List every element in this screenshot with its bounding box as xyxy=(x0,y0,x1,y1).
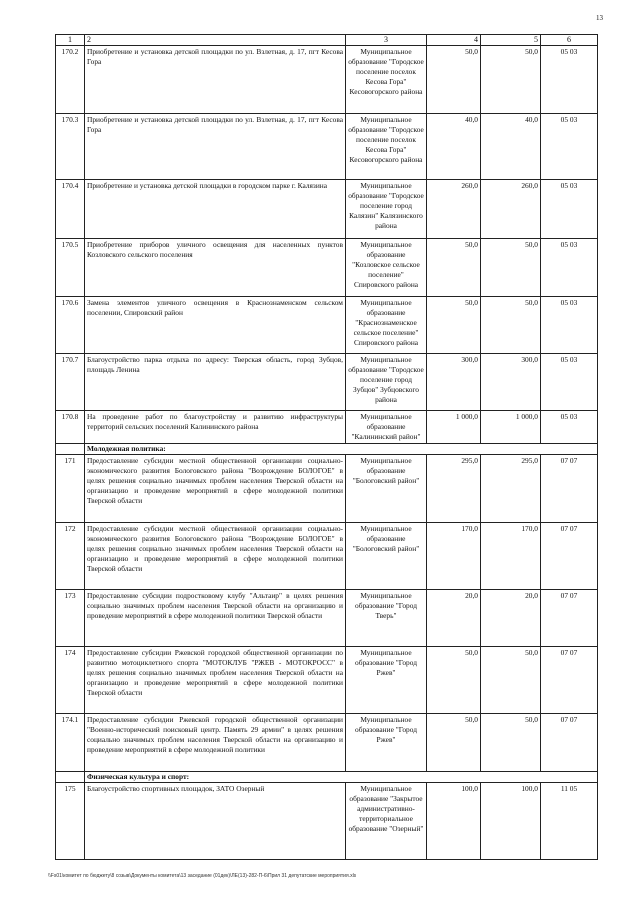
row-description: Предоставление субсидии местной общественной организации социально-экономического развития Бологовского района "Возрождение БОЛОГОЕ" в целях решения социально значимых проблем населения Тверской области на организацию и проведение мероприятий в сфере молодежной политики Тверской области xyxy=(85,523,346,590)
row-number: 170.3 xyxy=(56,114,85,180)
row-description: Приобретение и установка детской площадки в городском парке г. Калязина xyxy=(85,180,346,239)
appropriations-table xyxy=(55,34,598,860)
row-budget-code: 07 07 xyxy=(541,647,598,714)
row-amount-col4: 295,0 xyxy=(427,455,481,523)
row-description: Предоставление субсидии местной общественной организации социально-экономического развития Бологовского района "Возрождение БОЛОГОЕ" в целях решения социально значимых проблем населения Тверской области на организацию и проведение мероприятий в сфере молодежной политики Тверской области xyxy=(85,455,346,523)
row-amount-col5: 295,0 xyxy=(481,455,541,523)
row-number: 170.7 xyxy=(56,354,85,411)
row-description: Предоставление субсидии Ржевской городской общественной организации по развитию мотоциклетного спорта "МОТОКЛУБ "РЖЕВ - МОТОКРОСС" в целях решения социально значимых проблем населения Тверской области на организацию и проведение мероприятий в сфере молодежной политики Тверской области xyxy=(85,647,346,714)
row-municipality: Муниципальное образование "Городское поселение поселок Кесова Гора" Кесовогорского района xyxy=(346,46,427,114)
row-municipality: Муниципальное образование "Город Тверь" xyxy=(346,590,427,647)
row-description: На проведение работ по благоустройству и развитию инфраструктуры территорий сельских поселений Калининского района xyxy=(85,411,346,444)
row-amount-col4: 50,0 xyxy=(427,297,481,354)
row-municipality: Муниципальное образование "Закрытое административно-территориальное образование "Озерный" xyxy=(346,783,427,860)
table-row xyxy=(56,647,598,714)
row-description: Приобретение и установка детской площадки по ул. Взлетная, д. 17, пгт Кесова Гора xyxy=(85,114,346,180)
row-amount-col5: 50,0 xyxy=(481,714,541,772)
row-amount-col5: 50,0 xyxy=(481,647,541,714)
table-row xyxy=(56,180,598,239)
row-amount-col5: 40,0 xyxy=(481,114,541,180)
section-row xyxy=(56,772,598,783)
row-municipality: Муниципальное образование "Городское поселение поселок Кесова Гора" Кесовогорского района xyxy=(346,114,427,180)
table-row xyxy=(56,239,598,297)
row-number: 173 xyxy=(56,590,85,647)
table-row xyxy=(56,411,598,444)
row-budget-code: 05 03 xyxy=(541,354,598,411)
row-amount-col4: 20,0 xyxy=(427,590,481,647)
header-col-1: 1 xyxy=(56,35,85,46)
row-amount-col5: 100,0 xyxy=(481,783,541,860)
table-row xyxy=(56,523,598,590)
row-amount-col5: 50,0 xyxy=(481,297,541,354)
row-budget-code: 07 07 xyxy=(541,523,598,590)
row-amount-col5: 260,0 xyxy=(481,180,541,239)
row-number: 170.8 xyxy=(56,411,85,444)
row-budget-code: 11 05 xyxy=(541,783,598,860)
row-budget-code: 07 07 xyxy=(541,590,598,647)
header-col-3: 3 xyxy=(346,35,427,46)
row-municipality: Муниципальное образование "Город Ржев" xyxy=(346,647,427,714)
row-description: Приобретение и установка детской площадки по ул. Взлетная, д. 17, пгт Кесова Гора xyxy=(85,46,346,114)
row-number: 174 xyxy=(56,647,85,714)
section-title: Физическая культура и спорт: xyxy=(85,772,598,783)
table-row xyxy=(56,297,598,354)
page-number: 13 xyxy=(596,14,603,22)
row-description: Благоустройство парка отдыха по адресу: Тверская область, город Зубцов, площадь Ленина xyxy=(85,354,346,411)
row-municipality: Муниципальное образование "Город Ржев" xyxy=(346,714,427,772)
row-budget-code: 05 03 xyxy=(541,114,598,180)
table-row xyxy=(56,590,598,647)
table-row xyxy=(56,783,598,860)
row-amount-col5: 50,0 xyxy=(481,239,541,297)
table-header-row xyxy=(56,35,598,46)
row-budget-code: 05 03 xyxy=(541,297,598,354)
row-amount-col4: 300,0 xyxy=(427,354,481,411)
row-amount-col4: 1 000,0 xyxy=(427,411,481,444)
row-amount-col4: 40,0 xyxy=(427,114,481,180)
row-budget-code: 07 07 xyxy=(541,455,598,523)
row-number: 170.6 xyxy=(56,297,85,354)
row-description: Предоставление субсидии Ржевской городской общественной организации "Военно-исторический поисковый центр. Память 29 армии" в целях решения социально значимых проблем населения Тверской области на организацию и проведение мероприятий в сфере молодежной политики xyxy=(85,714,346,772)
row-number: 171 xyxy=(56,455,85,523)
row-amount-col4: 50,0 xyxy=(427,714,481,772)
row-budget-code: 07 07 xyxy=(541,714,598,772)
row-municipality: Муниципальное образование "Бологовский район" xyxy=(346,523,427,590)
row-amount-col4: 50,0 xyxy=(427,239,481,297)
row-amount-col4: 260,0 xyxy=(427,180,481,239)
row-amount-col5: 20,0 xyxy=(481,590,541,647)
table-row xyxy=(56,455,598,523)
row-amount-col5: 170,0 xyxy=(481,523,541,590)
row-amount-col4: 50,0 xyxy=(427,46,481,114)
row-amount-col5: 50,0 xyxy=(481,46,541,114)
header-col-4: 4 xyxy=(427,35,481,46)
row-amount-col4: 170,0 xyxy=(427,523,481,590)
section-empty-cell xyxy=(56,772,85,783)
header-col-5: 5 xyxy=(481,35,541,46)
row-number: 175 xyxy=(56,783,85,860)
row-description: Приобретение приборов уличного освещения для населенных пунктов Козловского сельского поселения xyxy=(85,239,346,297)
table-row xyxy=(56,46,598,114)
row-municipality: Муниципальное образование "Городское поселение город Зубцов" Зубцовского района xyxy=(346,354,427,411)
header-col-2: 2 xyxy=(85,35,346,46)
row-number: 174.1 xyxy=(56,714,85,772)
section-title: Молодежная политика: xyxy=(85,444,598,455)
table-body xyxy=(56,46,598,860)
row-description: Предоставление субсидии подростковому клубу "Альтаир" в целях решения социально значимых проблем населения Тверской области на организацию и проведение мероприятий в сфере молодежной политики Тверской области xyxy=(85,590,346,647)
row-description: Благоустройство спортивных площадок, ЗАТО Озерный xyxy=(85,783,346,860)
row-description: Замена элементов уличного освещения в Краснознаменском сельском поселении, Спировский район xyxy=(85,297,346,354)
row-municipality: Муниципальное образование "Городское поселение город Калязин" Калязинского района xyxy=(346,180,427,239)
file-path-footer: \\Fs01\комитет по бюджету\8 созыв\Документы комитета\13 заседание (01дек)\ЛЕ(13)-282-П-6\Прил 31 депутатские мероприятия.xls xyxy=(48,873,357,879)
row-amount-col4: 100,0 xyxy=(427,783,481,860)
row-number: 170.4 xyxy=(56,180,85,239)
table-row xyxy=(56,714,598,772)
row-amount-col5: 300,0 xyxy=(481,354,541,411)
section-empty-cell xyxy=(56,444,85,455)
row-amount-col4: 50,0 xyxy=(427,647,481,714)
row-number: 170.2 xyxy=(56,46,85,114)
header-col-6: 6 xyxy=(541,35,598,46)
row-budget-code: 05 03 xyxy=(541,411,598,444)
table-row xyxy=(56,114,598,180)
row-amount-col5: 1 000,0 xyxy=(481,411,541,444)
row-municipality: Муниципальное образование "Калининский район" xyxy=(346,411,427,444)
row-budget-code: 05 03 xyxy=(541,239,598,297)
row-budget-code: 05 03 xyxy=(541,180,598,239)
section-row xyxy=(56,444,598,455)
row-number: 172 xyxy=(56,523,85,590)
row-municipality: Муниципальное образование "Козловское сельское поселение" Спировского района xyxy=(346,239,427,297)
row-municipality: Муниципальное образование "Бологовский район" xyxy=(346,455,427,523)
table-row xyxy=(56,354,598,411)
row-number: 170.5 xyxy=(56,239,85,297)
row-municipality: Муниципальное образование "Краснознаменское сельское поселение" Спировского района xyxy=(346,297,427,354)
row-budget-code: 05 03 xyxy=(541,46,598,114)
